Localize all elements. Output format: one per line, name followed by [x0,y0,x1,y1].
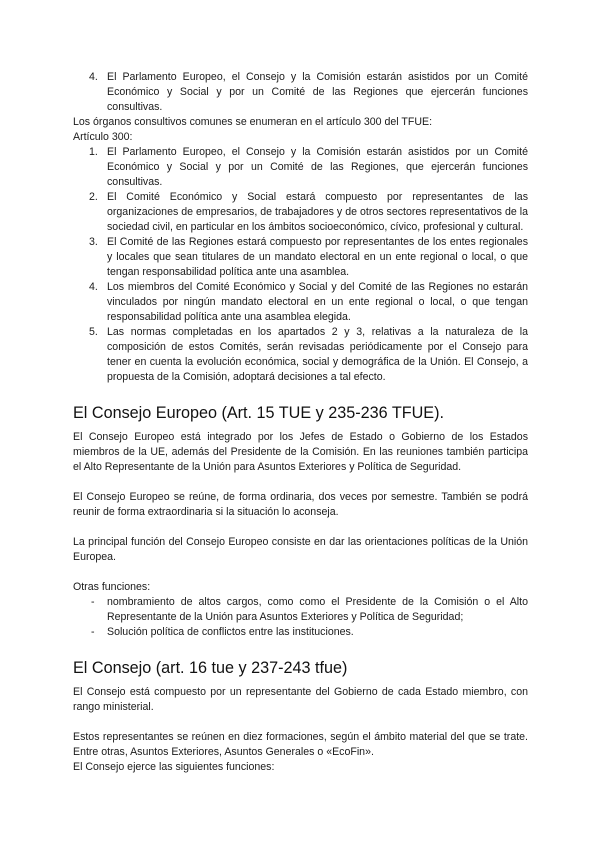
list-item-number: 2. [89,191,98,203]
list-item [73,280,528,325]
list-item [73,595,528,625]
list-item-number: 4. [89,71,98,83]
heading-consejo: El Consejo (art. 16 tue y 237-243 tfue) [73,659,348,677]
paragraph: El Consejo está compuesto por un representante del Gobierno de cada Estado miembro, con rango ministerial. [73,686,528,713]
list-item-text: nombramiento de altos cargos, como como el Presidente de la Comisión o el Alto Representante de la Unión para Asuntos Exteriores y Política de Seguridad; [107,596,528,623]
heading-consejo-europeo: El Consejo Europeo (Art. 15 TUE y 235-236 TFUE). [73,404,444,422]
paragraph: El Consejo ejerce las siguientes funciones: [73,761,275,773]
list-item-number: 1. [89,146,98,158]
list-item-number: 4. [89,281,98,293]
list-item [73,190,528,235]
paragraph: Estos representantes se reúnen en diez formaciones, según el ámbito material del que se trate. Entre otras, Asuntos Exteriores, Asuntos Generales o «EcoFin». [73,731,528,758]
list-item-text: El Parlamento Europeo, el Consejo y la Comisión estarán asistidos por un Comité Económico y Social y por un Comité de las Regiones, que ejercerán funciones consultivas. [107,146,528,188]
dash-bullet: - [91,626,95,638]
article-300-list [73,145,528,385]
list-item-number: 5. [89,326,98,338]
list-item-number: 3. [89,236,98,248]
paragraph: El Consejo Europeo está integrado por los Jefes de Estado o Gobierno de los Estados miembros de la UE, además del Presidente de la Comisión. En las reuniones también participa el Alto Representante de la Unión para Asuntos Exteriores y Política de Seguridad. [73,431,528,473]
other-functions-label: Otras funciones: [73,581,151,593]
paragraph: La principal función del Consejo Europeo consiste en dar las orientaciones políticas de la Unión Europea. [73,536,528,563]
list-item [73,625,528,640]
page-content [73,70,528,775]
list-item-text: Solución política de conflictos entre las instituciones. [107,626,354,638]
list-item [73,235,528,280]
list-item-text: Los miembros del Comité Económico y Social y del Comité de las Regiones no estarán vinculados por ningún mandato electoral en un ente regional o local, o que tengan responsabilidad política ante una asamblea elegida. [107,281,528,323]
list-item-text: El Parlamento Europeo, el Consejo y la Comisión estarán asistidos por un Comité Económico y Social y por un Comité de las Regiones que ejercerán funciones consultivas. [107,71,528,113]
list-item-text: El Comité Económico y Social estará compuesto por representantes de las organizaciones de empresarios, de trabajadores y de otros sectores representativos de la sociedad civil, en particular en los ámbitos socioeconómico, cívico, profesional y cultural. [107,191,528,233]
article-label: Artículo 300: [73,131,133,143]
paragraph: El Consejo Europeo se reúne, de forma ordinaria, dos veces por semestre. También se podrá reunir de forma extraordinaria si la situación lo aconseja. [73,491,528,518]
list-item [73,325,528,385]
list-item [73,70,528,115]
functions-list [73,595,528,640]
list-item [73,145,528,190]
dash-bullet: - [91,596,95,608]
list-item-text: Las normas completadas en los apartados 2 y 3, relativas a la naturaleza de la composición de estos Comités, serán revisadas periódicamente por el Consejo para tener en cuenta la evolución económica, social y demográfica de la Unión. El Consejo, a propuesta de la Comisión, adoptará decisiones a tal efecto. [107,326,528,383]
top-numbered-list [73,70,528,115]
list-item-text: El Comité de las Regiones estará compuesto por representantes de los entes regionales y locales que sean titulares de un mandato electoral en un ente regional o local, o que tengan responsabilidad política ante una asamblea. [107,236,528,278]
intro-line: Los órganos consultivos comunes se enumeran en el artículo 300 del TFUE: [73,116,433,128]
